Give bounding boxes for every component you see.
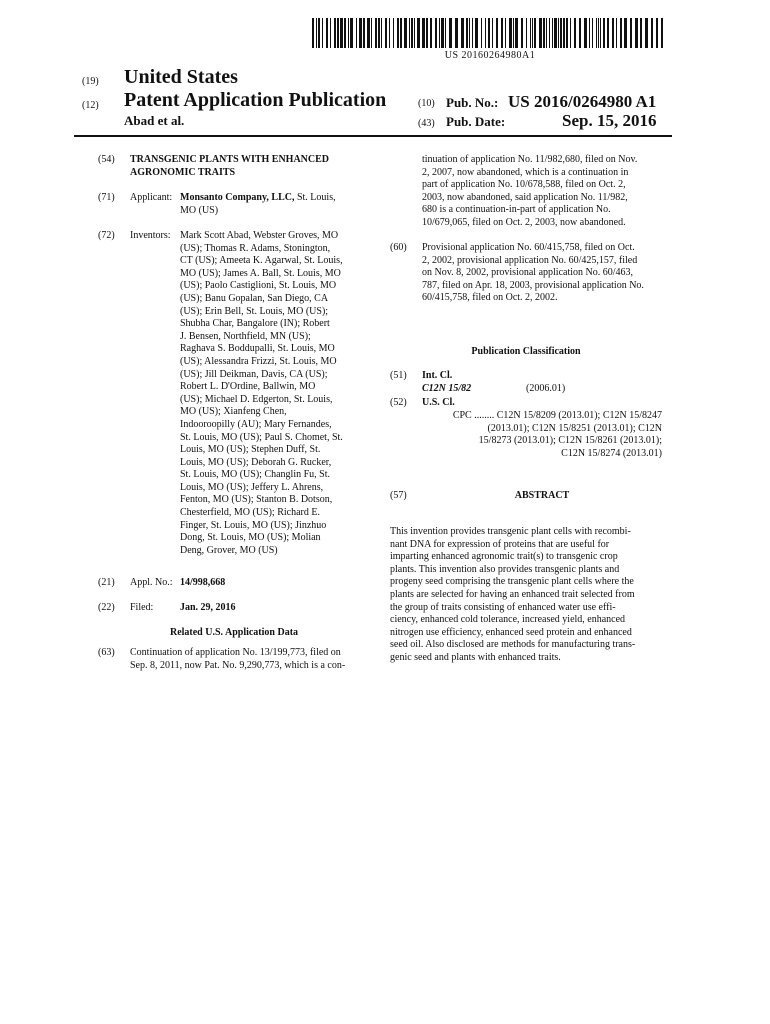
continuation-text-left: Continuation of application No. 13/199,773, filed on Sep. 8, 2011, now Pat. No. 9,290,773, which is a con- [130,647,346,671]
inventor-line: Indooroopilly (AU); Mary Fernandes, [180,418,332,430]
abstract-line: seed oil. Also disclosed are methods for manufacturing trans- [390,639,636,651]
barcode-bar [455,18,458,48]
cpc-classes [422,410,662,460]
barcode-bar [322,18,323,48]
barcode-bar [371,18,372,48]
uscl-label: U.S. Cl. [422,397,455,408]
provisional-code: (60) [390,242,407,253]
code-43: (43) [418,118,435,129]
abstract-line: nant DNA for expression of proteins that are useful for [390,538,610,550]
abstract-line: This invention provides transgenic plant cells with recombi- [390,526,631,537]
barcode-bar [539,18,542,48]
title-code: (54) [98,154,115,165]
barcode-bar [378,18,380,48]
barcode-bar [330,18,331,48]
inventor-line: MO (US); Xianfeng Chen, [180,406,287,418]
barcode-bar [430,18,432,48]
barcode-bar [600,18,601,48]
abstract-line: imparting enhanced agronomic trait(s) to transgenic crop [390,551,618,563]
inventor-line: Louis, MO (US); Jeffery L. Ahrens, [180,481,324,493]
barcode-bar [356,18,357,48]
barcode-bar [532,18,533,48]
inventor-line: Fenton, MO (US); Stanton B. Dotson, [180,494,333,506]
barcode-bar [543,18,545,48]
barcode-bar [411,18,413,48]
barcode-bar [630,18,632,48]
barcode-bar [449,18,452,48]
inventor-line: Louis, MO (US); Stephen Duff, St. [180,444,321,456]
filed-label: Filed: [130,602,154,613]
continuation-line: part of application No. 10/678,588, filed on Oct. 2, [422,179,626,191]
barcode-bar [485,18,486,48]
barcode-bar [546,18,547,48]
header-rule [74,135,672,137]
inventor-line: Dong, St. Louis, MO (US); Molian [180,532,321,544]
barcode-bar [441,18,444,48]
barcode-bar [651,18,653,48]
country-title: United States [124,66,238,88]
uscl-code: (52) [390,397,407,408]
abstract-line: genic seed and plants with enhanced traits. [390,651,561,663]
barcode-bar [326,18,328,48]
barcode-bar [656,18,658,48]
abstract-line: plants. This invention also provides transgenic plants and [390,563,620,575]
continuation-line: 2003, now abandoned, said application No. 11/982, [422,191,628,203]
barcode-bar [589,18,590,48]
inventor-line: Finger, St. Louis, MO (US); Jinzhuo [180,519,327,531]
abstract-code: (57) [390,490,407,501]
barcode-bar [400,18,402,48]
barcode-bar [620,18,622,48]
inventor-line: St. Louis, MO (US); Changlin Fu, St. [180,469,331,481]
publication-type: Patent Application Publication [124,89,387,111]
barcode-bar [612,18,614,48]
cpc-line: (2013.01); C12N 15/8251 (2013.01); C12N [487,422,662,434]
barcode-bar [439,18,440,48]
barcode-bar [312,18,314,48]
barcode-bar [397,18,399,48]
inventor-line: Shubha Char, Bangalore (IN); Robert [180,318,330,330]
barcode-bar [513,18,514,48]
barcode-bar [549,18,550,48]
abstract-text [390,526,662,665]
code-12: (12) [82,100,99,111]
intcl-label: Int. Cl. [422,370,453,381]
intcl-year: (2006.01) [526,383,566,394]
inventors-short: Abad et al. [124,113,185,128]
pub-no-label: Pub. No.: [446,95,499,110]
barcode-bar [389,18,390,48]
inventor-line: Deng, Grover, MO (US) [180,544,278,556]
applicant-label: Applicant: [130,192,173,203]
barcode-bar [515,18,518,48]
barcode-bar [340,18,343,48]
code-10: (10) [418,98,435,109]
abstract-line: plants are selected for having an enhanced trait selected from [390,588,635,600]
barcode-bar [363,18,365,48]
barcode-bar [566,18,568,48]
continuation-line: 2, 2007, now abandoned, which is a continuation in [422,166,629,178]
provisional-line: 787, filed on Apr. 18, 2003, provisional application No. [422,279,644,291]
intcl-code: (51) [390,370,407,381]
pub-date-label: Pub. Date: [446,114,506,129]
barcode-bar [381,18,382,48]
inventor-line: J. Bensen, Northfield, MN (US); [180,330,311,342]
barcode-bar [435,18,437,48]
provisional-line: 2, 2002, provisional application No. 60/425,157, filed [422,254,638,266]
barcode-bar [337,18,339,48]
barcode-bar [488,18,490,48]
abstract-heading: ABSTRACT [514,490,570,501]
inventor-line: (US); Alessandra Frizzi, St. Louis, MO [180,355,337,367]
provisional-line: 60/415,758, filed on Oct. 2, 2002. [422,292,558,304]
filed-value: Jan. 29, 2016 [180,602,236,613]
barcode-bar [466,18,468,48]
barcode-bar [645,18,648,48]
barcode-bar [393,18,394,48]
provisional-line: Provisional application No. 60/415,758, filed on Oct. [422,242,635,253]
barcode-bar [344,18,346,48]
provisional-line: on Nov. 8, 2002, provisional application No. 60/463, [422,267,633,279]
cpc-line: CPC ........ C12N 15/8209 (2013.01); C12N 15/8247 [452,410,662,421]
intcl-class: C12N 15/82 [422,383,472,394]
barcode-bar [472,18,473,48]
barcode-bar [414,18,415,48]
inventor-line: (US); Banu Gopalan, San Diego, CA [180,292,329,304]
barcode-bar [445,18,446,48]
inventor-line: Chesterfield, MO (US); Richard E. [180,507,320,519]
inventor-line: MO (US); James A. Ball, St. Louis, MO [180,267,341,279]
barcode-bar [375,18,377,48]
barcode-number: US 20160264980A1 [444,50,536,61]
barcode-bar [616,18,617,48]
barcode-bar [579,18,581,48]
barcode-bar [534,18,536,48]
barcode-bar [592,18,593,48]
inventor-line: (US); Jill Deikman, Davis, CA (US); [180,368,328,380]
barcode-bar [350,18,353,48]
barcode-bar [426,18,428,48]
barcode-bar [661,18,663,48]
abstract-line: nitrogen use efficiency, enhanced seed protein and enhanced [390,626,632,638]
barcode-bar [348,18,349,48]
barcode-bar [584,18,587,48]
barcode-bar [316,18,317,48]
barcode-bar [554,18,557,48]
abstract-line: ciency, enhanced cold tolerance, increased yield, enhanced [390,614,626,626]
inventor-line: CT (US); Ameeta K. Agarwal, St. Louis, [180,255,343,267]
appl-value: 14/998,668 [180,577,226,588]
continuation-code: (63) [98,647,115,658]
continuation-line: 10/679,065, filed on Oct. 2, 2003, now abandoned. [422,216,626,228]
barcode-bar [526,18,527,48]
abstract-line: the group of traits consisting of enhanced water use effi- [390,601,616,613]
barcode-bar [505,18,506,48]
inventor-line: (US); Thomas R. Adams, Stonington, [180,242,331,254]
filed-code: (22) [98,602,115,613]
inventor-line: Mark Scott Abad, Webster Groves, MO [180,230,339,241]
barcode-bar [624,18,627,48]
barcode-bar [560,18,562,48]
inventors-label: Inventors: [130,230,171,241]
cpc-line: 15/8273 (2013.01); C12N 15/8261 (2013.01); [478,435,662,447]
applicant-code: (71) [98,192,115,203]
inventor-line: St. Louis, MO (US); Paul S. Chomet, St. [180,431,343,443]
barcode-bar [607,18,609,48]
barcode-bar [334,18,336,48]
barcode-bar [367,18,370,48]
barcode-bar [563,18,565,48]
barcode-bar [552,18,553,48]
barcode-bar [558,18,559,48]
abstract-line: progeny seed comprising the transgenic plant cells where the [390,576,634,588]
barcode-bar [570,18,571,48]
barcode-bar [481,18,482,48]
inventor-line: (US); Michael D. Edgerton, St. Louis, [180,393,333,405]
inventor-line: Louis, MO (US); Deborah G. Rucker, [180,456,332,468]
barcode-bar [492,18,493,48]
inventor-line: (US); Paolo Castiglioni, St. Louis, MO [180,280,337,292]
barcode-bar [530,18,531,48]
barcode-bar [509,18,512,48]
classification-heading: Publication Classification [471,346,581,357]
barcode-bar [598,18,599,48]
barcode-bar [501,18,503,48]
related-heading: Related U.S. Application Data [169,627,299,638]
invention-title: TRANSGENIC PLANTS WITH ENHANCED AGRONOMIC TRAITS [130,154,330,178]
provisional-text [422,242,662,305]
applicant-value: Monsanto Company, LLC, St. Louis, MO (US) [180,192,336,216]
barcode-bar [417,18,420,48]
barcode-bar [469,18,470,48]
continuation-text-right [422,154,662,230]
inventor-line: Robert L. D'Ordine, Ballwin, MO [180,381,316,393]
continuation-line: 680 is a continuation-in-part of application No. [422,204,611,216]
inventors-code: (72) [98,230,115,241]
barcode-bar [603,18,605,48]
barcode-bar [640,18,642,48]
barcode-bar [496,18,498,48]
continuation-line: tinuation of application No. 11/982,680, filed on Nov. [422,154,638,165]
barcode-bar [404,18,407,48]
inventors-list [180,230,370,557]
barcode-bar [475,18,478,48]
inventor-line: Raghava S. Boddupalli, St. Louis, MO [180,343,335,355]
code-19: (19) [82,76,99,87]
appl-code: (21) [98,577,115,588]
pub-no-value: US 2016/0264980 A1 [508,92,657,111]
barcode-bar [596,18,597,48]
barcode-bar [635,18,638,48]
appl-label: Appl. No.: [130,577,173,588]
barcode-bar [422,18,425,48]
barcode-bar [521,18,523,48]
barcode-bar [318,18,320,48]
pub-date-value: Sep. 15, 2016 [562,111,657,130]
barcode-bar [359,18,362,48]
barcode-bar [385,18,387,48]
barcode-bar [409,18,410,48]
barcode-bar [574,18,576,48]
inventor-line: (US); Erin Bell, St. Louis, MO (US); [180,305,329,317]
barcode-bar [461,18,464,48]
cpc-line: C12N 15/8274 (2013.01) [561,447,662,459]
barcode [312,18,664,48]
